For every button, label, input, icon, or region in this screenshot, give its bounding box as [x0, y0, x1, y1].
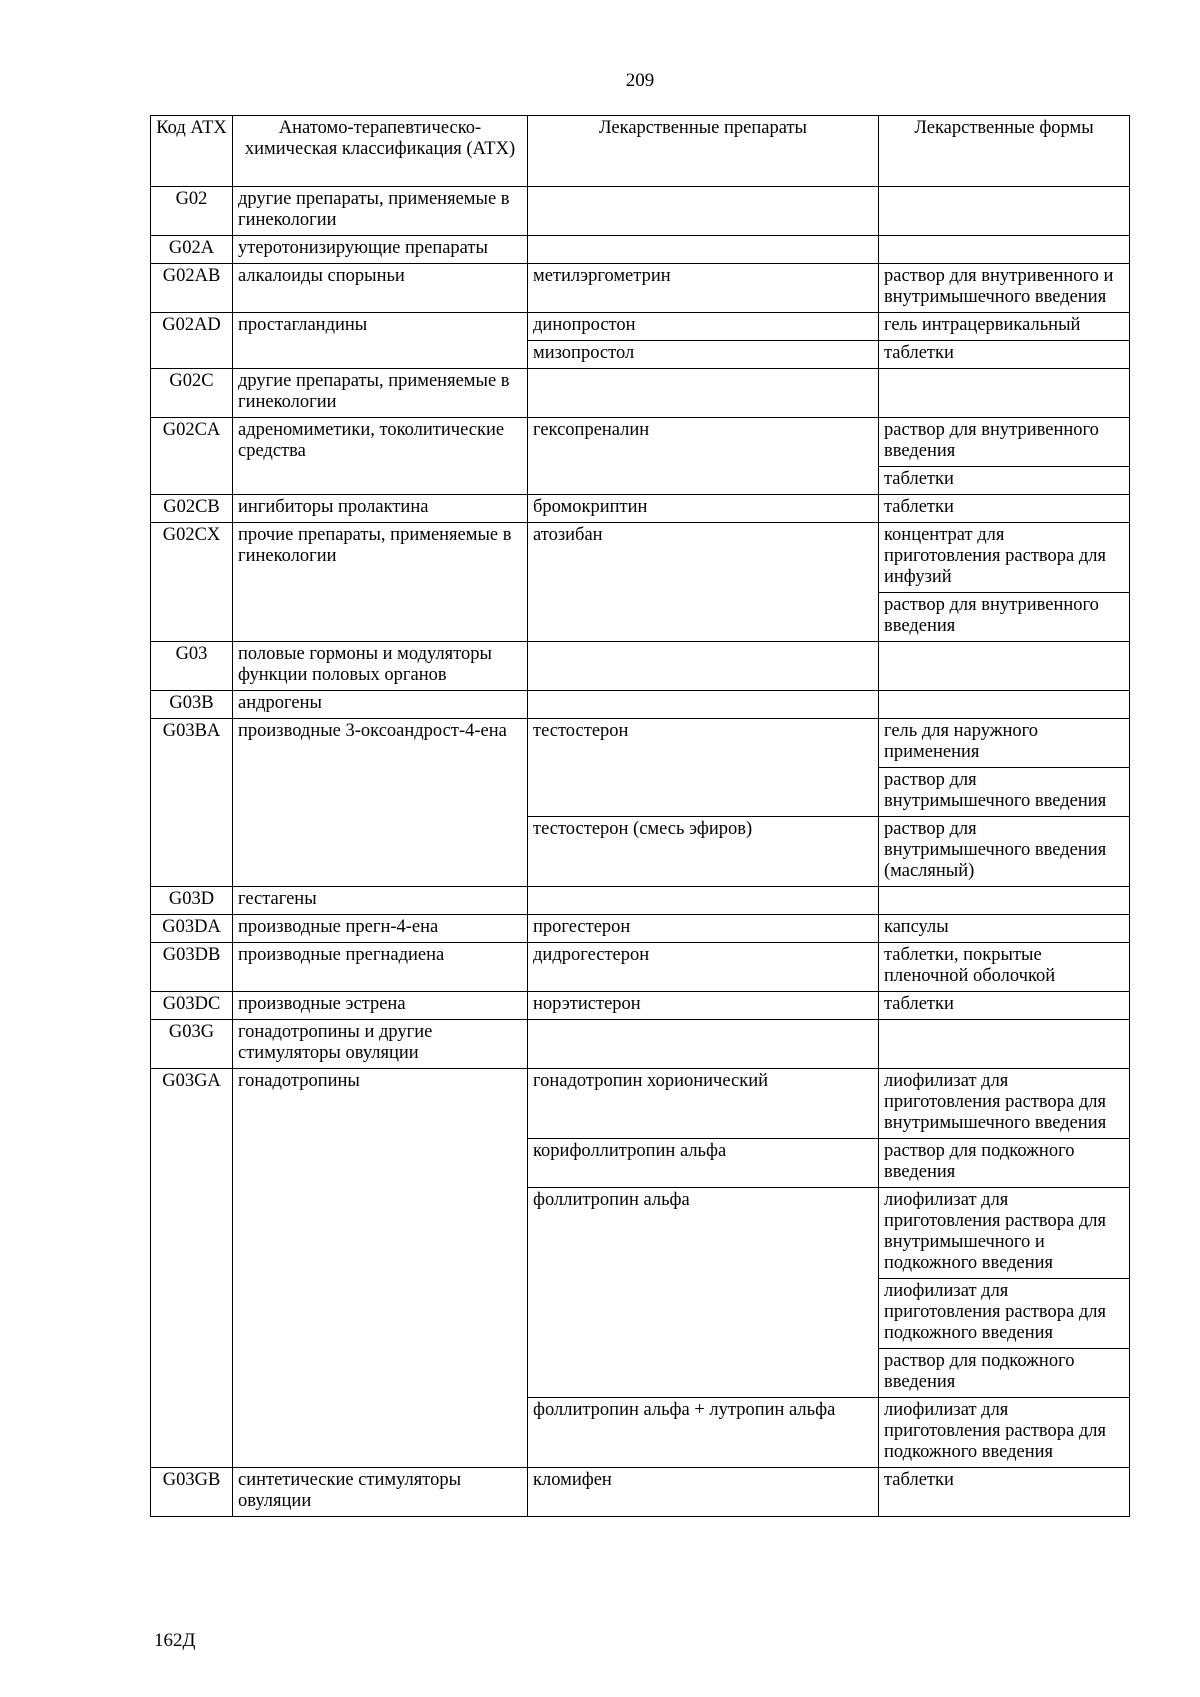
table-row	[151, 369, 1130, 418]
drug-cell	[528, 187, 879, 236]
form-cell: лиофилизат для приготовления раствора для подкожного введения	[879, 1279, 1130, 1349]
form-cell	[879, 187, 1130, 236]
form-cell: таблетки, покрытые пленочной оболочкой	[879, 943, 1130, 992]
table-row	[151, 523, 1130, 593]
form-cell: раствор для подкожного введения	[879, 1349, 1130, 1398]
atx-table	[150, 115, 1130, 1517]
atx-cell: синтетические стимуляторы овуляции	[233, 1468, 528, 1517]
form-cell: концентрат для приготовления раствора для инфузий	[879, 523, 1130, 593]
drug-cell: тестостерон (смесь эфиров)	[528, 817, 879, 887]
table-row	[151, 1069, 1130, 1139]
header-atx: Анатомо-терапевтическо-химическая классификация (АТХ)	[233, 116, 528, 187]
atx-cell: алкалоиды спорыньи	[233, 264, 528, 313]
atx-cell: гонадотропины и другие стимуляторы овуляции	[233, 1020, 528, 1069]
header-drugs: Лекарственные препараты	[528, 116, 879, 187]
code-cell: G02AD	[151, 313, 233, 369]
drug-cell: гонадотропин хорионический	[528, 1069, 879, 1139]
table-row	[151, 1468, 1130, 1517]
drug-cell	[528, 369, 879, 418]
table-row	[151, 236, 1130, 264]
drug-cell: фоллитропин альфа	[528, 1188, 879, 1398]
atx-cell: половые гормоны и модуляторы функции половых органов	[233, 642, 528, 691]
table-header-row	[151, 116, 1130, 187]
table-row	[151, 992, 1130, 1020]
atx-cell: гестагены	[233, 887, 528, 915]
atx-cell: гонадотропины	[233, 1069, 528, 1468]
form-cell: раствор для подкожного введения	[879, 1139, 1130, 1188]
form-cell: раствор для внутривенного введения	[879, 593, 1130, 642]
code-cell: G03GA	[151, 1069, 233, 1468]
form-cell	[879, 642, 1130, 691]
form-cell: раствор для внутримышечного введения	[879, 768, 1130, 817]
drug-cell: норэтистерон	[528, 992, 879, 1020]
table-row	[151, 943, 1130, 992]
form-cell: лиофилизат для приготовления раствора для внутримышечного введения	[879, 1069, 1130, 1139]
drug-cell: гексопреналин	[528, 418, 879, 495]
form-cell: раствор для внутривенного и внутримышечного введения	[879, 264, 1130, 313]
atx-cell: другие препараты, применяемые в гинекологии	[233, 187, 528, 236]
atx-cell: прочие препараты, применяемые в гинекологии	[233, 523, 528, 642]
atx-cell: производные эстрена	[233, 992, 528, 1020]
form-cell: лиофилизат для приготовления раствора для внутримышечного и подкожного введения	[879, 1188, 1130, 1279]
code-cell: G03B	[151, 691, 233, 719]
atx-cell: производные прегнадиена	[233, 943, 528, 992]
table-row	[151, 187, 1130, 236]
table-row	[151, 719, 1130, 768]
drug-cell: дидрогестерон	[528, 943, 879, 992]
drug-cell	[528, 691, 879, 719]
drug-cell	[528, 887, 879, 915]
atx-cell: андрогены	[233, 691, 528, 719]
code-cell: G02CX	[151, 523, 233, 642]
table-row	[151, 264, 1130, 313]
form-cell: таблетки	[879, 467, 1130, 495]
drug-cell	[528, 642, 879, 691]
code-cell: G03D	[151, 887, 233, 915]
code-cell: G03DA	[151, 915, 233, 943]
code-cell: G03GB	[151, 1468, 233, 1517]
form-cell	[879, 236, 1130, 264]
table-row	[151, 1020, 1130, 1069]
form-cell: раствор для внутримышечного введения (масляный)	[879, 817, 1130, 887]
drug-cell: корифоллитропин альфа	[528, 1139, 879, 1188]
drug-cell: прогестерон	[528, 915, 879, 943]
table-row	[151, 418, 1130, 467]
atx-cell: производные 3-оксоандрост-4-ена	[233, 719, 528, 887]
code-cell: G02A	[151, 236, 233, 264]
code-cell: G02CB	[151, 495, 233, 523]
code-cell: G02C	[151, 369, 233, 418]
code-cell: G02	[151, 187, 233, 236]
drug-cell: атозибан	[528, 523, 879, 642]
drug-cell	[528, 236, 879, 264]
form-cell: капсулы	[879, 915, 1130, 943]
atx-cell: адреномиметики, токолитические средства	[233, 418, 528, 495]
form-cell: гель интрацервикальный	[879, 313, 1130, 341]
code-cell: G03	[151, 642, 233, 691]
drug-cell: кломифен	[528, 1468, 879, 1517]
drug-cell: динопростон	[528, 313, 879, 341]
form-cell: таблетки	[879, 992, 1130, 1020]
code-cell: G03BA	[151, 719, 233, 887]
drug-cell: метилэргометрин	[528, 264, 879, 313]
form-cell: таблетки	[879, 495, 1130, 523]
table-row	[151, 313, 1130, 341]
form-cell	[879, 1020, 1130, 1069]
form-cell: таблетки	[879, 1468, 1130, 1517]
atx-cell: другие препараты, применяемые в гинекологии	[233, 369, 528, 418]
atx-cell: производные прегн-4-ена	[233, 915, 528, 943]
form-cell: гель для наружного применения	[879, 719, 1130, 768]
form-cell	[879, 369, 1130, 418]
drug-cell: тестостерон	[528, 719, 879, 817]
code-cell: G03DC	[151, 992, 233, 1020]
table-row	[151, 691, 1130, 719]
code-cell: G03DB	[151, 943, 233, 992]
code-cell: G03G	[151, 1020, 233, 1069]
drug-cell: мизопростол	[528, 341, 879, 369]
header-forms: Лекарственные формы	[879, 116, 1130, 187]
page-number: 209	[625, 70, 655, 91]
atx-cell: утеротонизирующие препараты	[233, 236, 528, 264]
atx-cell: простагландины	[233, 313, 528, 369]
table-row	[151, 495, 1130, 523]
form-cell: лиофилизат для приготовления раствора для подкожного введения	[879, 1398, 1130, 1468]
drug-cell: фоллитропин альфа + лутропин альфа	[528, 1398, 879, 1468]
drug-cell: бромокриптин	[528, 495, 879, 523]
code-cell: G02AB	[151, 264, 233, 313]
table-row	[151, 915, 1130, 943]
footer-code: 162Д	[154, 1630, 196, 1651]
form-cell: раствор для внутривенного введения	[879, 418, 1130, 467]
form-cell: таблетки	[879, 341, 1130, 369]
table-row	[151, 642, 1130, 691]
form-cell	[879, 691, 1130, 719]
drug-cell	[528, 1020, 879, 1069]
code-cell: G02CA	[151, 418, 233, 495]
table-row	[151, 887, 1130, 915]
atx-cell: ингибиторы пролактина	[233, 495, 528, 523]
header-code: Код АТХ	[151, 116, 233, 187]
form-cell	[879, 887, 1130, 915]
